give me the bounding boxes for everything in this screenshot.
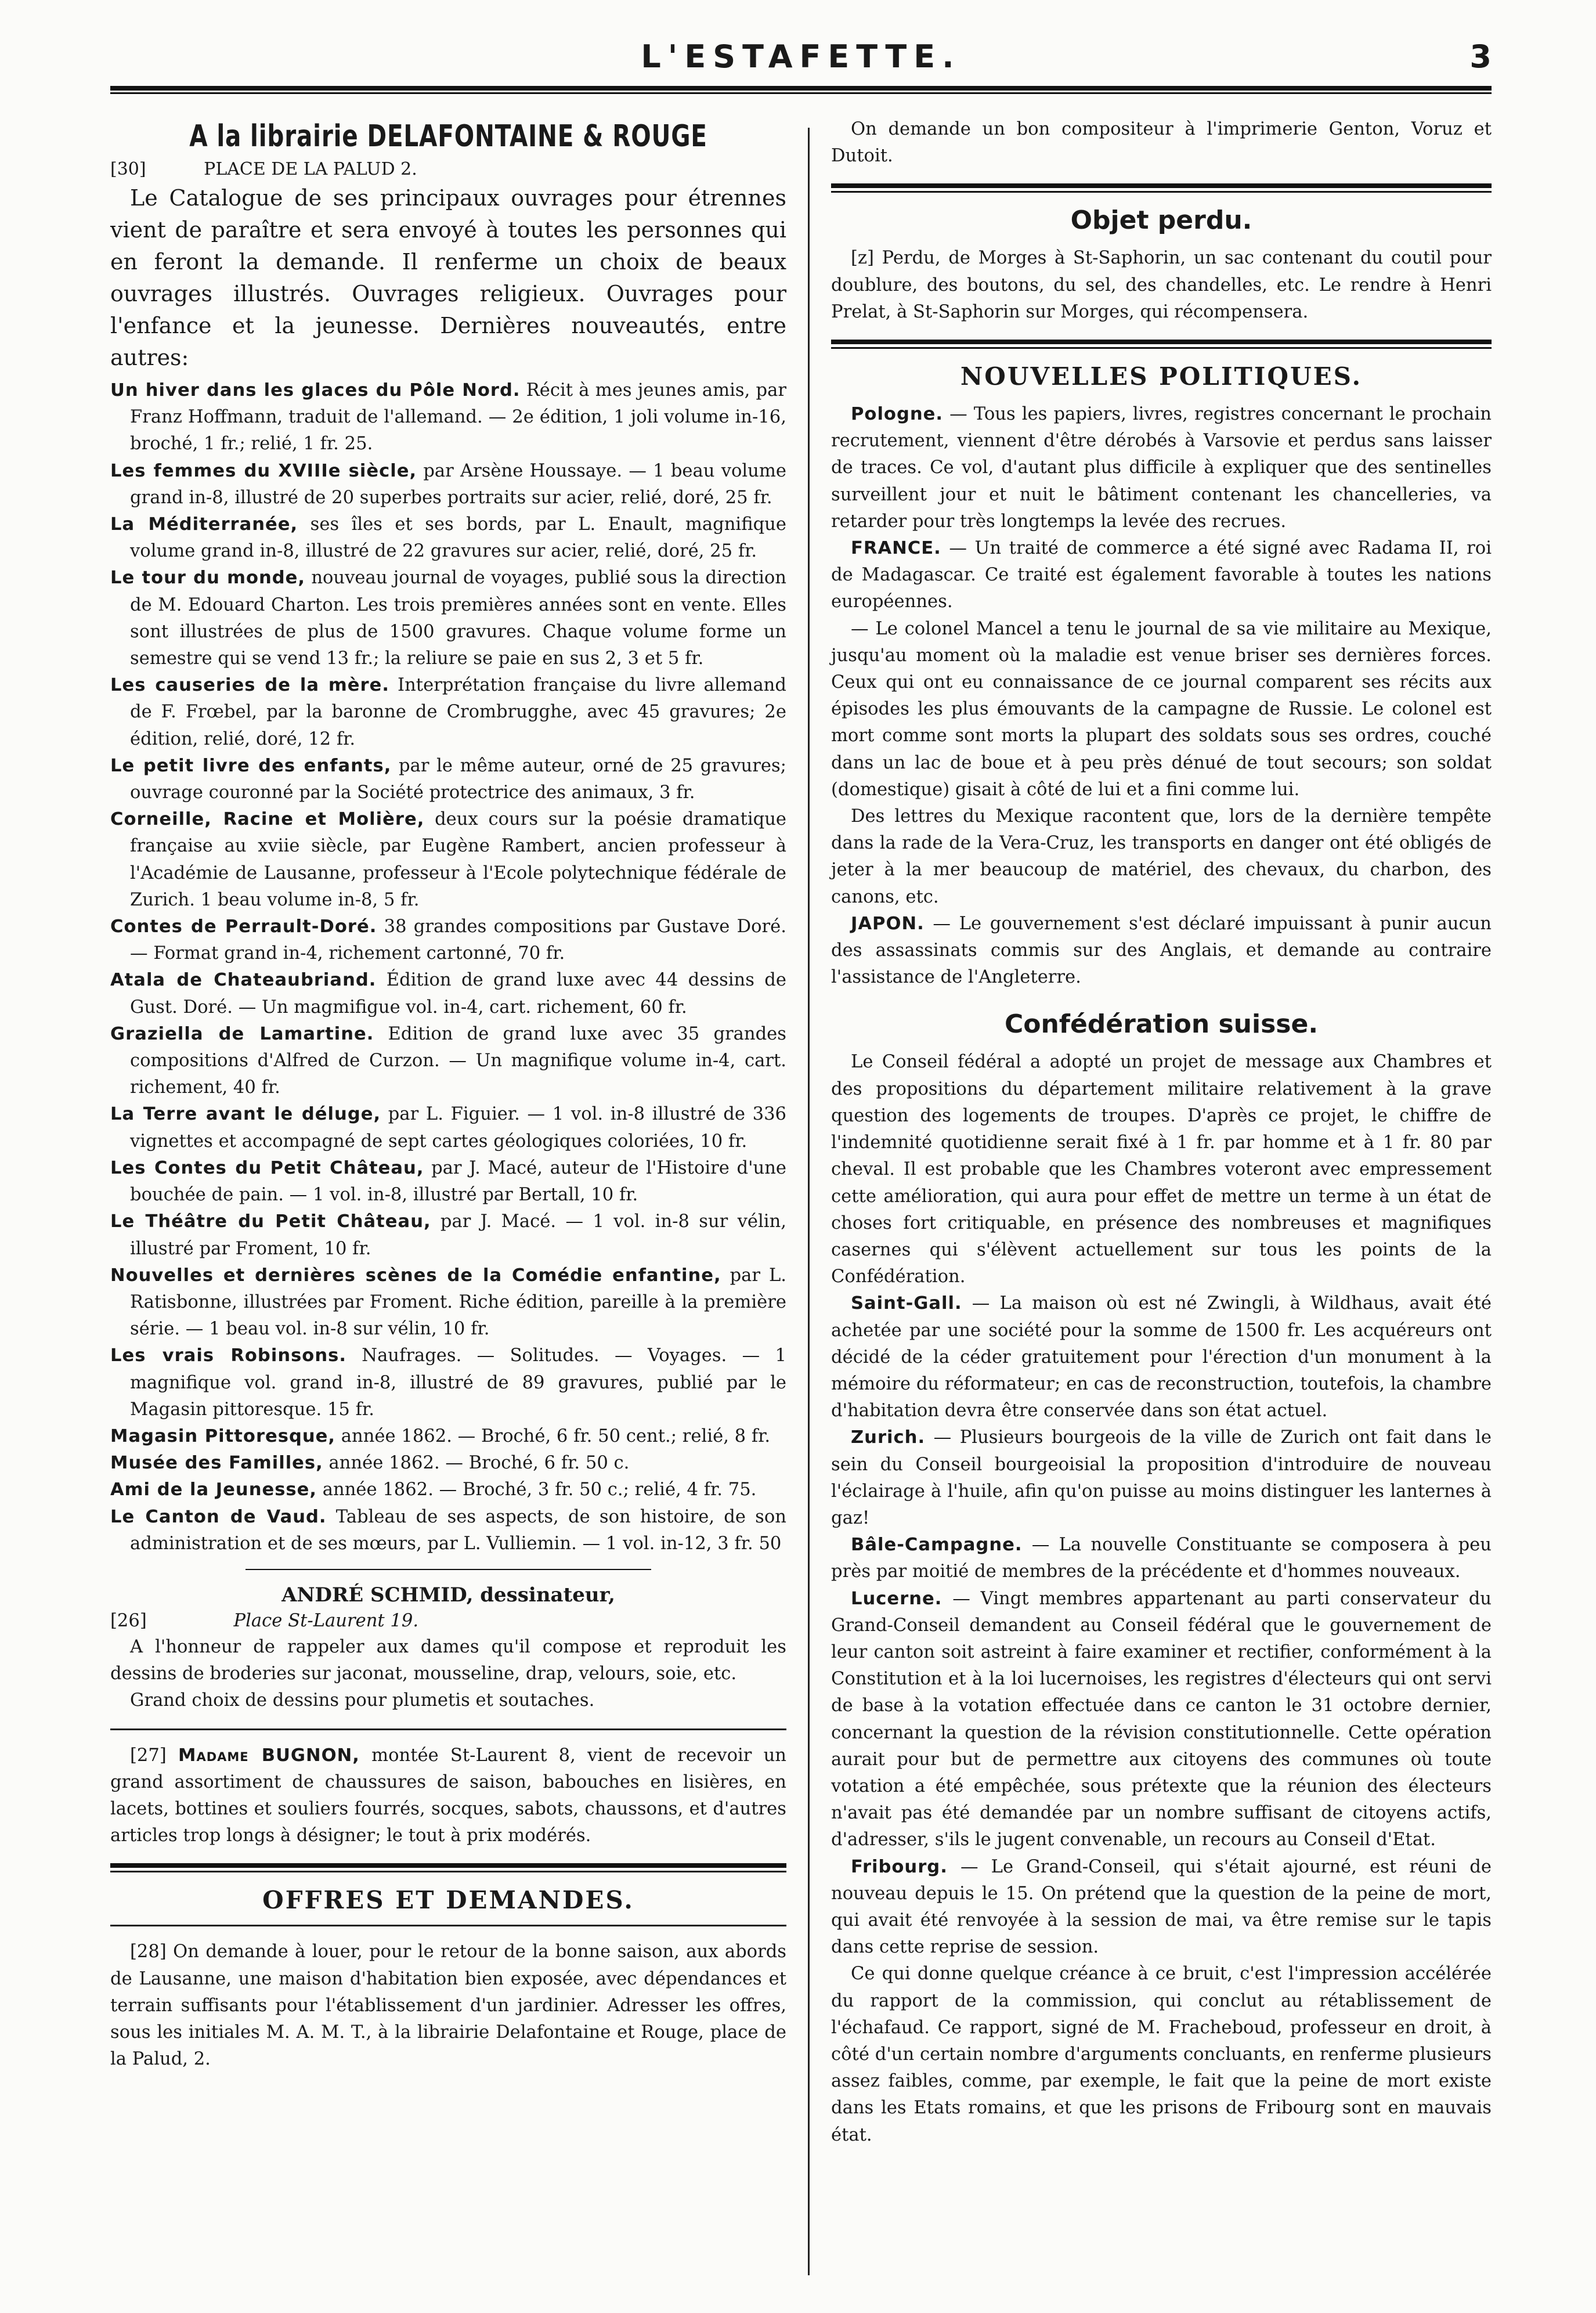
book-description: par L. Figuier. — 1 vol. in-8 illustré de 336 vignettes et accompagné de sept cartes géologiques coloriées, 10 fr.	[130, 1104, 786, 1152]
mexique-text: Des lettres du Mexique racontent que, lors de la dernière tempête dans la rade de la Vera-Cruz, les transports en danger ont été obligés de jeter à la mer beaucoup de matériel, des chevaux, du charbon, des canons, etc.	[831, 806, 1492, 907]
book-description: nouveau journal de voyages, publié sous la direction de M. Edouard Charton. Les trois premières années sont en vente. Elles sont illustrées de plus de 1500 gravures. Chaque volume forme un semestre qui se vend 13 fr.; la reliure se paie en sus 2, 3 et 5 fr.	[130, 568, 786, 669]
masthead	[110, 38, 1492, 73]
book-title: Les causeries de la mère.	[110, 675, 390, 696]
book-title: Les vrais Robinsons.	[110, 1345, 346, 1366]
librairie-address: PLACE DE LA PALUD 2.	[204, 159, 417, 179]
book-entry	[110, 1423, 786, 1450]
librairie-ref: [30]	[110, 159, 146, 179]
page-number: 3	[1469, 38, 1492, 75]
schmid-address: Place St-Laurent 19.	[233, 1610, 419, 1631]
book-description: Édition de grand luxe avec 44 dessins de Gust. Doré. — Un magmifigue vol. in-4, cart. richement, 60 fr.	[130, 970, 786, 1017]
book-description: ses îles et ses bords, par L. Enault, magnifique volume grand in-8, illustré de 22 gravures sur acier, relié, doré, 25 fr.	[130, 514, 786, 562]
objet-text: [z] Perdu, de Morges à St-Saphorin, un sac contenant du coutil pour doublure, des boutons, du sel, des chandelles, etc. Le rendre à Henri Prelat, à St-Saphorin sur Morges, qui récompensera.	[831, 248, 1492, 322]
book-title: Contes de Perrault-Doré.	[110, 916, 377, 937]
book-description: Naufrages. — Solitudes. — Voyages. — 1 magnifique vol. grand in-8, illustré de 89 gravures, publié par le Magasin pittoresque. 15 fr.	[130, 1345, 786, 1420]
book-description: Récit à mes jeunes amis, par Franz Hoffmann, traduit de l'allemand. — 2e édition, 1 joli volume in-16, broché, 1 fr.; relié, 1 fr. 25.	[130, 380, 787, 454]
bugnon-ref: [27]	[130, 1745, 167, 1766]
book-entry	[110, 672, 786, 753]
france-text: — Un traité de commerce a été signé avec Radama II, roi de Madagascar. Ce traité est également favorable à toutes les nations européennes.	[831, 538, 1492, 612]
book-entry	[110, 914, 786, 967]
compositeur-ad: On demande un bon compositeur à l'imprimerie Genton, Voruz et Dutoit.	[831, 119, 1492, 167]
book-description: année 1862. — Broché, 6 fr. 50 c.	[328, 1453, 630, 1474]
bale-heading: Bâle-Campagne.	[851, 1535, 1023, 1556]
book-entry	[110, 1208, 786, 1262]
book-description: Tableau de ses aspects, de son histoire, de son administration et de ses mœurs, par L. Vulliemin. — 1 vol. in-12, 3 fr. 50	[130, 1506, 786, 1554]
right-column	[831, 116, 1492, 2149]
book-title: Le Théâtre du Petit Château,	[110, 1211, 431, 1232]
section-rule	[831, 183, 1492, 193]
zurich-text: — Plusieurs bourgeois de la ville de Zurich ont fait dans le sein du Conseil bourgeoisial la proposition d'introduire de nouveau l'éclairage à l'huile, afin qu'on puisse au moins distinguer les lanternes à gaz!	[831, 1427, 1492, 1528]
zurich-item	[831, 1424, 1492, 1532]
pologne-text: — Tous les papiers, livres, registres concernant le prochain recrutement, viennent d'être dérobés à Varsovie et perdus sans laisser de traces. Ce vol, d'autant plus difficile à expliquer que des sentinelles surveillent jour et nuit le bâtiment contenant les chancelleries, va retarder pour très longtemps la levée des recrues.	[831, 404, 1492, 532]
book-description: année 1862. — Broché, 6 fr. 50 cent.; relié, 8 fr.	[341, 1426, 771, 1446]
politiques-title: NOUVELLES POLITIQUES.	[960, 362, 1363, 391]
book-description: par J. Macé. — 1 vol. in-8 sur vélin, illustré par Froment, 10 fr.	[130, 1211, 786, 1259]
japon-heading: JAPON.	[851, 913, 925, 934]
section-rule	[110, 1863, 786, 1872]
france-item	[831, 535, 1492, 616]
bugnon-text: montée St-Laurent 8, vient de recevoir un grand assortiment de chaussures de saison, babouches en lisières, en lacets, bottines et souliers fourrés, socques, sabots, chaussons, et d'autres articles trop longs à désigner; le tout à prix modérés.	[110, 1745, 786, 1846]
bugnon-name: Madame BUGNON,	[178, 1745, 360, 1766]
zurich-heading: Zurich.	[851, 1427, 926, 1448]
book-entry	[110, 511, 786, 565]
book-description: par Arsène Houssaye. — 1 beau volume grand in-8, illustré de 20 superbes portraits sur acier, relié, doré, 25 fr.	[130, 460, 787, 508]
japon-item	[831, 911, 1492, 991]
book-entry	[110, 1450, 786, 1477]
fribourg-text: — Le Grand-Conseil, qui s'était ajourné, est réuni de nouveau depuis le 15. On prétend que la question de la peine de mort, qui avait été renvoyée à la session de mai, va être remise sur le tapis dans cette reprise de session.	[831, 1856, 1492, 1958]
book-description: 38 grandes compositions par Gustave Doré. — Format grand in-4, richement cartonné, 70 fr.	[130, 916, 786, 964]
schmid-title: ANDRÉ SCHMID, dessinateur,	[281, 1583, 615, 1607]
fribourg-heading: Fribourg.	[851, 1856, 948, 1877]
stgall-heading: Saint-Gall.	[851, 1293, 962, 1314]
offres-title: OFFRES ET DEMANDES.	[262, 1886, 634, 1915]
book-title: Ami de la Jeunesse,	[110, 1480, 317, 1500]
book-title: Musée des Familles,	[110, 1453, 323, 1474]
librairie-intro: Le Catalogue de ses principaux ouvrages pour étrennes vient de paraître et sera envoyé à toutes les personnes qui en feront la demande. Il renferme un choix de beaux ouvrages illustrés. Ouvrages religieux. Ouvrages pour l'enfance et la jeunesse. Dernières nouveautés, entre autres:	[110, 185, 786, 370]
mancel-text: — Le colonel Mancel a tenu le journal de sa vie militaire au Mexique, jusqu'au moment où la maladie est venue briser ses dernières forces. Ceux qui ont eu connaissance de ce journal comparent ses récits aux épisodes les plus émouvants de la campagne de Russie. Le colonel est mort comme sont morts la plupart des soldats sous ses ordres, couché dans un lac de boue et à peu près dénué de tout secours; son soldat (domestique) gisait à côté de lui et a fini comme lui.	[831, 618, 1492, 800]
book-entry	[110, 458, 786, 511]
stgall-item	[831, 1290, 1492, 1424]
book-title: Nouvelles et dernières scènes de la Comédie enfantine,	[110, 1265, 721, 1286]
book-description: deux cours sur la poésie dramatique française au xviie siècle, par Eugène Rambert, ancien professeur à l'Académie de Lausanne, professeur à l'Ecole polytechnique fédérale de Zurich. 1 beau volume in-8, 5 fr.	[130, 809, 786, 910]
bale-text: — La nouvelle Constituante se composera à peu près par moitié de membres de la précédente et d'hommes nouveaux.	[831, 1535, 1492, 1582]
book-title: Le petit livre des enfants,	[110, 755, 392, 776]
schmid-text-2: Grand choix de dessins pour plumetis et soutaches.	[130, 1690, 595, 1711]
offres-text: [28] On demande à louer, pour le retour de la bonne saison, aux abords de Lausanne, une maison d'habitation bien exposée, avec dépendances et terrain suffisants pour l'établissement d'un jardinier. Adresser les offres, sous les initiales M. A. M. T., à la librairie Delafontaine et Rouge, place de la Palud, 2.	[110, 1942, 786, 2070]
book-list	[110, 377, 786, 1557]
book-title: Les Contes du Petit Château,	[110, 1157, 424, 1178]
lucerne-heading: Lucerne.	[851, 1588, 943, 1609]
schmid-text: A l'honneur de rappeler aux dames qu'il compose et reproduit les dessins de broderies sur jaconat, mousseline, drap, velours, soie, etc.	[110, 1636, 786, 1684]
lucerne-text: — Vingt membres appartenant au parti conservateur du Grand-Conseil demandent au Conseil fédéral que le gouvernement de leur canton soit astreint à faire examiner et rectifier, conformément à la Constitution et à la loi lucernoises, les registres d'électeurs qui ont servi de base à la votation effectuée dans ce canton le 31 octobre dernier, concernant la question de la révision constitutionnelle. Cette opération aurait pour but de permettre aux citoyens des communes où toute votation a été empêchée, sous prétexte que la réunion des électeurs n'avait pas été demandée par un nombre suffisant de citoyens actifs, d'adresser, s'ils le jugent convenable, un recours au Conseil d'Etat.	[831, 1588, 1492, 1850]
book-entry	[110, 565, 786, 672]
book-description: par le même auteur, orné de 25 gravures; ouvrage couronné par la Société protectrice des animaux, 3 fr.	[130, 755, 786, 803]
book-title: Atala de Chateaubriand.	[110, 970, 377, 991]
book-title: La Terre avant le déluge,	[110, 1104, 381, 1125]
confed-intro: Le Conseil fédéral a adopté un projet de message aux Chambres et des propositions du département militaire relativement à la grave question des logements de troupes. D'après ce projet, le chiffre de l'indemnité quotidienne serait fixé à 1 fr. par homme et à 1 fr. 80 par cheval. Il est probable que les Chambres voteront avec empressement cette amélioration, qui aura pour effet de mettre un terme à un état de choses fort critiquable, en présence des nombreuses et magnifiques casernes qui s'élèvent actuellement sur tous les points de la Confédération.	[831, 1052, 1492, 1287]
book-entry	[110, 1155, 786, 1208]
book-title: Magasin Pittoresque,	[110, 1426, 336, 1446]
librairie-header-line	[110, 157, 786, 182]
book-description: par L. Ratisbonne, illustrées par Froment. Riche édition, pareille à la première série. — 1 beau vol. in-8 sur vélin, 10 fr.	[130, 1265, 786, 1340]
book-entry	[110, 967, 786, 1020]
book-entry	[110, 1021, 786, 1102]
book-entry	[110, 806, 786, 914]
section-rule	[831, 340, 1492, 349]
pologne-heading: Pologne.	[851, 404, 943, 425]
objet-title: Objet perdu.	[1070, 205, 1252, 236]
book-description: Edition de grand luxe avec 35 grandes compositions d'Alfred de Curzon. — Un magnifique volume in-4, cart. richement, 40 fr.	[130, 1023, 786, 1098]
fribourg-item	[831, 1854, 1492, 1961]
book-title: Graziella de Lamartine.	[110, 1023, 374, 1044]
france-heading: FRANCE.	[851, 538, 941, 559]
lucerne-item	[831, 1586, 1492, 1854]
book-title: Un hiver dans les glaces du Pôle Nord.	[110, 380, 521, 400]
book-title: La Méditerranée,	[110, 514, 298, 535]
book-entry	[110, 753, 786, 806]
stgall-text: — La maison où est né Zwingli, à Wildhaus, avait été achetée par une société pour la somme de 1500 fr. Les acquéreurs ont décidé de la céder gratuitement pour l'érection d'un monument à la mémoire du réformateur; en cas de reconstruction, toutefois, la chambre d'habitation devra être conservée dans son état actuel.	[831, 1293, 1492, 1421]
newspaper-title: L'ESTAFETTE.	[641, 38, 961, 75]
book-entry	[110, 1504, 786, 1557]
book-title: Les femmes du XVIIIe siècle,	[110, 460, 417, 481]
book-title: Le tour du monde,	[110, 568, 306, 589]
left-column	[110, 116, 786, 2073]
book-entry	[110, 1101, 786, 1154]
schmid-header-line	[110, 1608, 786, 1634]
japon-text: — Le gouvernement s'est déclaré impuissant à punir aucun des assassinats commis sur des Anglais, et demande au contraire l'assistance de l'Angleterre.	[831, 913, 1492, 988]
confed-title: Confédération suisse.	[1004, 1009, 1319, 1040]
book-title: Corneille, Racine et Molière,	[110, 809, 425, 830]
book-description: par J. Macé, auteur de l'Histoire d'une bouchée de pain. — 1 vol. in-8, illustré par Bertall, 10 fr.	[130, 1157, 787, 1206]
section-rule	[110, 1925, 786, 1928]
bale-item	[831, 1532, 1492, 1585]
book-entry	[110, 1262, 786, 1343]
section-divider	[110, 1729, 786, 1732]
book-entry	[110, 1343, 786, 1423]
schmid-ref: [26]	[110, 1610, 147, 1631]
pologne-item	[831, 401, 1492, 535]
header-rule	[110, 86, 1492, 94]
book-description: Interprétation française du livre allemand de F. Frœbel, par la baronne de Crombrugghe, avec 45 gravures; 2e édition, relié, doré, 12 fr.	[130, 675, 786, 749]
column-divider	[808, 128, 810, 2275]
book-title: Le Canton de Vaud.	[110, 1506, 327, 1527]
book-description: année 1862. — Broché, 3 fr. 50 c.; relié, 4 fr. 75.	[322, 1480, 757, 1500]
librairie-title: A la librairie DELAFONTAINE & ROUGE	[189, 119, 707, 154]
book-entry	[110, 1477, 786, 1503]
fribourg-text-2: Ce qui donne quelque créance à ce bruit, c'est l'impression accélérée du rapport de la commission, qui conclut au rétablissement de l'échafaud. Ce rapport, signé de M. Fracheboud, professeur en droit, à côté d'un certain nombre d'arguments concluants, en renferme plusieurs assez faibles, comme, par exemple, le fait que la peine de mort existe dans les Etats romains, et que les prisons de Fribourg sont en mauvais état.	[831, 1964, 1492, 2145]
book-entry	[110, 377, 786, 458]
bugnon-ad	[110, 1742, 786, 1850]
section-divider	[245, 1569, 651, 1570]
